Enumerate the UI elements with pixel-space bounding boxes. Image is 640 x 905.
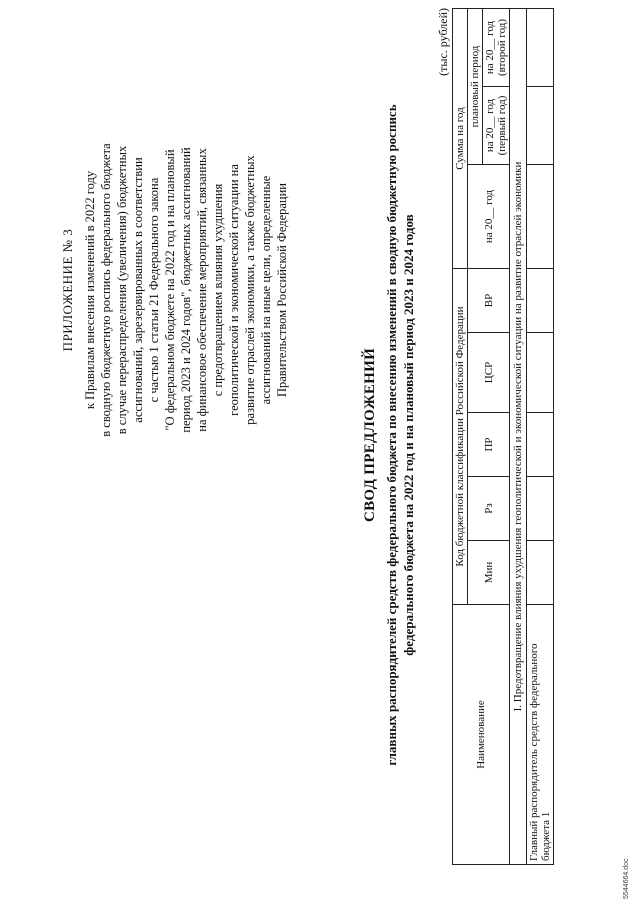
units-label: (тыс. рублей) — [436, 8, 450, 76]
appendix-line: развитие отраслей экономики, а также бюджетных — [243, 155, 257, 425]
table-cell — [527, 8, 554, 86]
header-planning-period: плановый период — [468, 8, 483, 164]
appendix-line: "О федеральном бюджете на 2022 год и на плановый — [163, 149, 177, 431]
header-current-year: на 20__ год — [468, 165, 510, 269]
table-cell — [527, 87, 554, 165]
appendix-title: ПРИЛОЖЕНИЕ № 3 — [60, 228, 75, 352]
appendix-line: с предотвращением влияния ухудшения — [211, 183, 225, 397]
appendix-line: ассигнований, зарезервированных в соответствии — [131, 157, 145, 423]
appendix-line: Правительством Российской Федерации — [275, 183, 289, 398]
header-year-second: на 20__ год (второй год) — [483, 8, 510, 86]
title-block — [362, 5, 417, 865]
appendix-line: период 2023 и 2024 годов", бюджетных ассигнований — [179, 147, 193, 433]
appendix-line: на финансовое обеспечение мероприятий, связанных — [195, 148, 209, 432]
header-sum-group: Сумма на год — [453, 8, 468, 268]
appendix-line: с частью 1 статьи 21 Федерального закона — [147, 177, 161, 403]
row-name: Главный распорядитель средств федерального бюджета 1 — [527, 605, 554, 865]
table-cell — [527, 541, 554, 605]
header-code-group: Код бюджетной классификации Российской Федерации — [453, 269, 468, 605]
header-year-first: на 20__ год (первый год) — [483, 87, 510, 165]
section-title: I. Предотвращение влияния ухудшения геополитической и экономической ситуации на развитие отраслей экономики — [510, 8, 527, 864]
document-subtitle — [383, 5, 417, 865]
appendix-line: геополитической и экономической ситуации на — [227, 164, 241, 416]
proposals-table — [452, 8, 554, 865]
appendix-line: ассигнований на иные цели, определенные — [259, 175, 273, 405]
header-code-csr: ЦСР — [468, 333, 510, 413]
header-code-pr: ПР — [468, 413, 510, 477]
appendix-block — [60, 85, 290, 495]
appendix-text — [82, 85, 290, 495]
header-name: Наименование — [453, 605, 510, 865]
table-cell — [527, 165, 554, 269]
document-title: СВОД ПРЕДЛОЖЕНИЙ — [362, 347, 378, 523]
table-cell — [527, 333, 554, 413]
appendix-line: в сводную бюджетную роспись федерального бюджета — [99, 143, 113, 437]
subtitle-line-1: главных распорядителей средств федерального бюджета по внесению изменений в сводную бюджетную роспись — [384, 104, 399, 766]
header-code-min: Мин — [468, 541, 510, 605]
table-cell — [527, 477, 554, 541]
header-code-rz: Рз — [468, 477, 510, 541]
table-cell — [527, 269, 554, 333]
table-row — [527, 8, 554, 864]
appendix-line: в случае перераспределения (увеличения) бюджетных — [115, 145, 129, 435]
appendix-line: к Правилам внесения изменений в 2022 году — [83, 170, 97, 410]
header-code-vr: ВР — [468, 269, 510, 333]
table-cell — [527, 413, 554, 477]
subtitle-line-2: федерального бюджета на 2022 год и на плановый период 2023 и 2024 годов — [401, 214, 416, 656]
file-code: 5544664.doc — [623, 858, 630, 899]
